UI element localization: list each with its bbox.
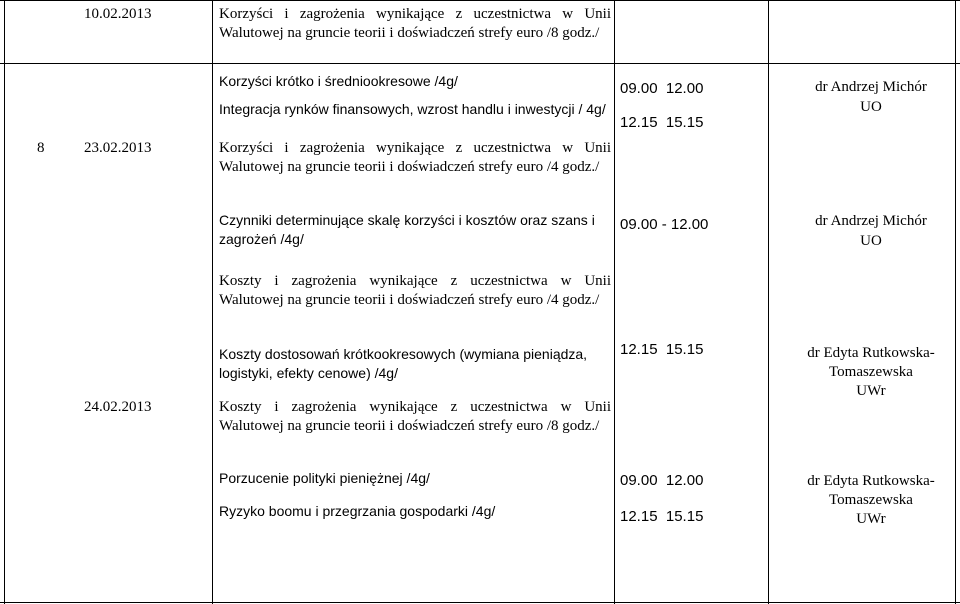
row-divider — [0, 63, 960, 64]
table-border-bottom — [0, 602, 960, 603]
topic-item: Korzyści i zagrożenia wynikające z uczestnictwa w Unii Walutowej na gruncie teorii i doświadczeń strefy euro /4 godz./ — [219, 140, 611, 175]
hours-slot: 12.15 15.15 — [620, 508, 704, 525]
row-number: 8 — [37, 140, 45, 156]
lecturer-affiliation: UWr — [856, 511, 886, 527]
hours-slot: 09.00 - 12.00 — [620, 216, 709, 233]
table-border-top — [0, 0, 960, 1]
row-date: 10.02.2013 — [84, 6, 152, 22]
hours-slot: 12.15 15.15 — [620, 114, 704, 131]
topic-item: Koszty i zagrożenia wynikające z uczestnictwa w Unii Walutowej na gruncie teorii i doświadczeń strefy euro /8 godz./ — [219, 399, 611, 434]
lecturer-name: dr Edyta Rutkowska- — [807, 345, 935, 361]
hours-slot: 09.00 12.00 — [620, 80, 704, 97]
hours-slot: 12.15 15.15 — [620, 341, 704, 358]
hours-slot: 09.00 12.00 — [620, 472, 704, 489]
topic-item: Integracja rynków finansowych, wzrost handlu i inwestycji / 4g/ — [219, 101, 606, 117]
lecturer-affiliation: UO — [860, 233, 882, 249]
column-divider-topic-hours — [614, 0, 615, 604]
topic-item: Ryzyko boomu i przegrzania gospodarki /4g/ — [219, 503, 496, 519]
topic-text: Korzyści i zagrożenia wynikające z uczestnictwa w Unii Walutowej na gruncie teorii i doświadczeń strefy euro /8 godz./ — [219, 6, 611, 41]
topic-item: Koszty dostosowań krótkookresowych (wymiana pieniądza, logistyki, efekty cenowe) /4g/ — [219, 346, 588, 381]
lecturer-name-cont: Tomaszewska — [829, 364, 913, 380]
row-date: 23.02.2013 — [84, 140, 152, 156]
topic-item: Czynniki determinujące skalę korzyści i kosztów oraz szans i zagrożeń /4g/ — [219, 212, 595, 247]
column-divider-date-topic — [212, 0, 213, 604]
lecturer-name: dr Andrzej Michór — [815, 213, 927, 229]
topic-item: Koszty i zagrożenia wynikające z uczestnictwa w Unii Walutowej na gruncie teorii i doświadczeń strefy euro /4 godz./ — [219, 273, 611, 308]
column-divider-hours-lecturer — [768, 0, 769, 604]
lecturer-name-cont: Tomaszewska — [829, 492, 913, 508]
row-date: 24.02.2013 — [84, 399, 152, 415]
table-border-left — [4, 0, 5, 604]
topic-item: Korzyści krótko i średniookresowe /4g/ — [219, 73, 458, 89]
lecturer-name: dr Andrzej Michór — [815, 79, 927, 95]
lecturer-affiliation: UO — [860, 99, 882, 115]
lecturer-affiliation: UWr — [856, 383, 886, 399]
lecturer-name: dr Edyta Rutkowska- — [807, 473, 935, 489]
topic-item: Porzucenie polityki pieniężnej /4g/ — [219, 470, 430, 486]
